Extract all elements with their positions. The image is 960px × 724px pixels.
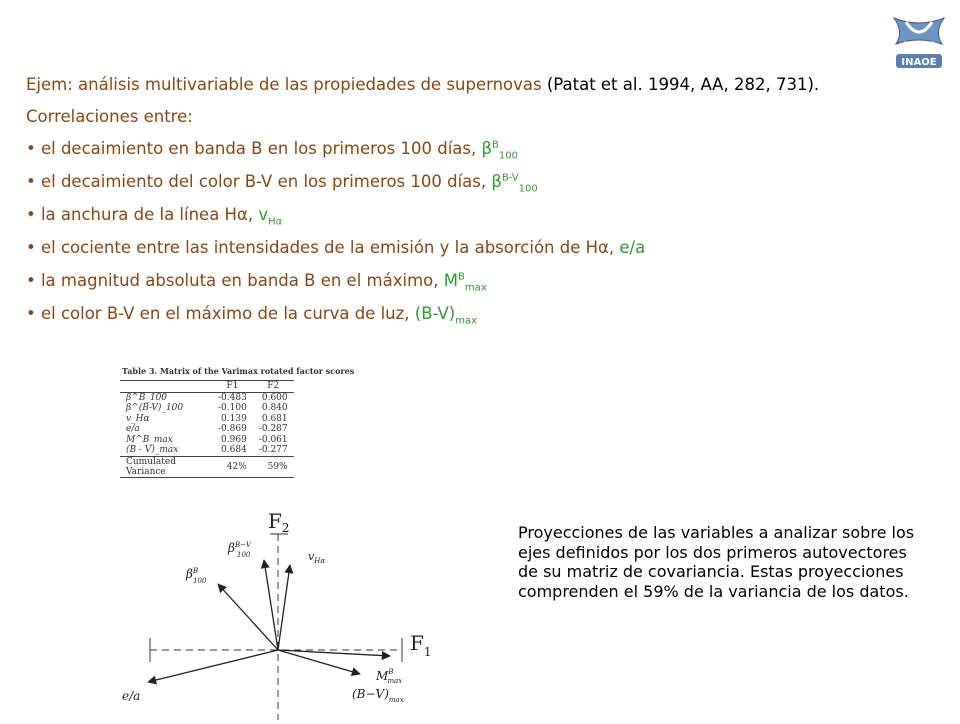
inaoe-logo — [884, 10, 954, 74]
table-row: β^(B-V)_100 -0.100 0.840 — [126, 403, 288, 414]
bullet-beta-bv: • el decaimiento del color B-V en los primeros 100 días, $\beta^{B-V}_{100}$ — [26, 172, 538, 195]
label-vha: $v_{H\alpha}$ — [308, 550, 326, 565]
intro-paragraph — [26, 74, 856, 96]
bullet-mmax: • la magnitud absoluta en banda B en el máximo, $M^B_{max}$ — [26, 271, 487, 294]
bullet-beta-b: • el decaimiento en banda B en los primeros 100 días, $\beta^B_{100}$ — [26, 139, 519, 162]
f2-label: $F_2$ — [268, 509, 290, 535]
table-header-f2: F2 — [253, 381, 294, 393]
table-row: (B - V)_max 0.684 -0.277 — [126, 445, 288, 456]
table-title: Table 3. Matrix of the Varimax rotated factor scores — [122, 366, 355, 376]
f1-label: $F_1$ — [410, 631, 432, 659]
factor-scores-table — [120, 366, 420, 478]
table-footer-row: Cumulated Variance 42% 59% — [120, 456, 294, 477]
factor-projection-diagram — [120, 502, 480, 720]
bullet-bvmax: • el color B-V en el máximo de la curva de luz, $(B-V)_{max}$ — [26, 304, 478, 327]
correlaciones-label: Correlaciones entre: — [26, 107, 193, 126]
label-bv100: $\beta^{B-V}$ 100 — [228, 541, 252, 559]
label-ea: e/a — [122, 689, 141, 703]
bullet-ea: • el cociente entre las intensidades de la emisión y la absorción de Hα, e/a — [26, 238, 646, 257]
logo-text: INAOE — [901, 57, 937, 68]
table-body — [120, 380, 294, 478]
slide-body — [26, 74, 856, 336]
table-row: β^B_100 -0.483 0.600 — [126, 392, 288, 403]
table-header-empty — [120, 381, 212, 393]
bullet-vha: • la anchura de la línea Hα, $v_{H\alpha}$ — [26, 205, 283, 228]
intro-text: Ejem: análisis multivariable de las propiedades de supernovas — [26, 75, 542, 94]
table-header-f1: F1 — [212, 381, 253, 393]
intro-reference: (Patat et al. 1994, AA, 282, 731). — [541, 75, 820, 94]
diagram-caption: Proyecciones de las variables a analizar sobre los ejes definidos por los dos primeros autovectores de su matriz de covariancia. Estas proyecciones comprenden el 59% de la variancia de los datos. — [518, 523, 915, 601]
table-row: v_Hα 0.139 0.681 — [126, 413, 288, 424]
table-row: e/a -0.869 -0.287 — [126, 424, 288, 435]
label-bvmax: $(B-V)_{max}$ — [352, 687, 404, 704]
label-mmax: $M^B$ max — [376, 668, 403, 685]
table-row: M^B_max 0.969 -0.061 — [126, 434, 288, 445]
vector-ea — [148, 650, 278, 682]
vector-vha — [278, 565, 290, 650]
label-b100: $\beta^B$ 100 — [186, 567, 207, 585]
